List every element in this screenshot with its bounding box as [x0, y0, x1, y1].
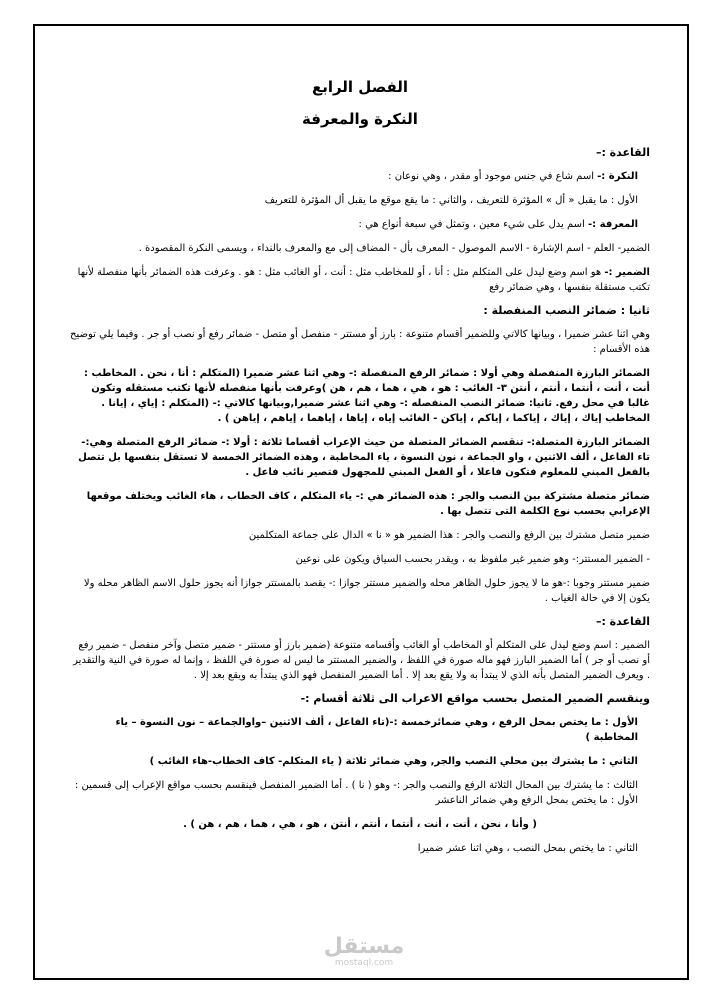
- mustatir-paragraph: - الضمير المستتر:- وهو ضمير غير ملفوظ به ، ويقدر بحسب السياق ويكون على نوعين: [295, 554, 650, 565]
- marifa-text: اسم يدل على شيء معين ، وتمثل في سبعة أنواع هي :: [358, 219, 588, 230]
- nasb-intro: وهي اثنا عشر ضميرا ، وبيانها كالاتي وللضمير أقسام متنوعة : بارز أو مستتر - منفصل أو متصل - ضمائر رفع أو نصب أو جر . وفيما يلي توضيح هذه الأقسام :: [70, 329, 650, 355]
- nasb-heading: ثانيا : ضمائر النصب المنفصلة :: [483, 304, 650, 317]
- nakira-definition: [70, 169, 650, 184]
- wujuban-paragraph: ضمير مستتر وجوبا :-هو ما لا يجوز حلول الظاهر محله والضمير مستتر جوازا :- يقصد بالمستتر جوازا أنه يجوز حلول الاسم الظاهر محله ولا يكون إلا في حالة الغياب .: [83, 578, 650, 604]
- watermark-logo: [316, 936, 412, 968]
- rule-2-text: الضمير : اسم وضع ليدل على المتكلم أو المخاطب أو الغائب وأقسامه متنوعة (ضمير بارز أو مستتر - ضمير متصل وآخر منفصل - ضمير رفع أو نصب أو جر ) أما الضمير البارز فهو ماله صورة في اللفظ ، والضمير المستتر ما ليس له صورة في اللفظ ، وإنما له صورة في النية والتقدير . ويعرف الضمير المتصل بأنه الذي لا يبتدأ به ولا يقع بعد إلا . أما الضمير المنفصل فهو الذي يبتدأ به ويقع بعد إلا .: [73, 640, 650, 681]
- rule-heading-1: القاعدة :–: [595, 146, 650, 159]
- mottasila-paragraph: الضمائر البارزة المتصلة:- تنقسم الضمائر المتصلة من حيث الإعراب أقساما ثلاثة : أولا :- ضمائر الرفع المتصلة وهي:- تاء الفاعل ، ألف الاثنين ، واو الجماعة ، نون النسوة ، ياء المخاطبة ، وهذه الضمائر الخمسة لا تستقل بنفسها بل تتصل بالفعل المبني للمعلوم فتكون فاعلا ، أو الفعل المبني للمجهول فتصير نائب فاعل .: [78, 437, 650, 478]
- mushtaraka-paragraph: ضمائر متصلة مشتركة بين النصب والجر : هذه الضمائر هي :- ياء المتكلم ، كاف الخطاب ، هاء الغائب ويختلف موقعها الإعرابي بحسب نوع الكلمة التى تتصل بها .: [86, 491, 650, 517]
- chapter-subtitle: النكرة والمعرفة: [302, 110, 418, 128]
- document-body: [70, 78, 650, 962]
- pronoun-list: ( وأنا ، نحن ، أنت ، أنت ، أنتما ، أنتم ، أنتن ، هو ، هي ، هما ، هم ، هن ) .: [183, 819, 537, 830]
- division-second: الثاني : ما يشترك بين محلي النصب والجر, وهي ضمائر ثلاثة ( ياء المتكلم- كاف الخطاب-هاء الغائب ): [149, 756, 638, 767]
- division-heading: وينقسم الضمير المتصل بحسب مواقع الاعراب الى ثلاثة أقسام :-: [300, 692, 650, 705]
- marifa-list: الضمير- العلم - اسم الإشارة - الاسم الموصول - المعرف بأل - المضاف إلى مع والمعرف بالنداء ، ويسمى النكرة المقصودة .: [138, 243, 650, 254]
- watermark-latin: mostaql.com: [334, 958, 394, 968]
- division-last: الثاني : ما يختص بمحل النصب ، وهي اثنا عشر ضميرا: [417, 843, 638, 854]
- damir-text: هو اسم وضع ليدل على المتكلم مثل : أنا ، أو للمخاطب مثل : أنت ، أو الغائب مثل : هو . وعرفت هذه الضمائر بأنها منفصلة لأنها تكتب مستقلة بنفسها ، وهي ضمائر رفع: [77, 267, 650, 293]
- bariza-raf-paragraph: الضمائر البارزة المنفصلة وهي أولا : ضمائر الرفع المنفصلة :- وهي اثنا عشر ضميرا (المتكلم : أنا ، نحن . المخاطب : أنت ، أنت ، أنتما ، أنتم ، أنتن ٣- الغائب : هو ، هي ، هما ، هم ، هن )وعرفت بأنها منفصله لأنها تكتب مستقله وتكون غالبا في محل رفع. ثانيا: ضمائر النصب المنفصله :- وهي اثنا عشر ضميرا,وبيانها كالاتي :- (المتكلم : إياي ، إيانا . المخاطب إياك ، إياك ، إياكما ، إياكم ، إياكن - الغائب إياه ، إياها ، إياهما ، إياهم ، إياهن ) .: [84, 368, 650, 424]
- nakira-types: الأول : ما يقبل « أل » المؤثرة للتعريف ، والثاني : ما يقع موقع ما يقبل أل المؤثرة للتعريف: [264, 195, 638, 206]
- damir-definition: [70, 265, 650, 295]
- watermark-arabic: مستقل: [323, 934, 405, 959]
- marifa-term: المعرفة :-: [588, 219, 638, 230]
- damir-term: الضمير :-: [604, 267, 650, 278]
- rule-heading-2: القاعدة :–: [595, 615, 650, 628]
- chapter-title: الفصل الرابع: [311, 78, 409, 96]
- na-paragraph: ضمير متصل مشترك بين الرفع والنصب والجر : هذا الضمير هو « نا » الدال على جماعة المتكلمين: [248, 530, 650, 541]
- nakira-term: النكرة :-: [597, 171, 638, 182]
- nakira-text: اسم شاع في جنس موجود أو مقدر ، وهي نوعان :: [388, 171, 598, 182]
- marifa-definition: [70, 217, 650, 232]
- division-third: الثالث : ما يشترك بين المحال الثلاثة الرفع والنصب والجر :- وهو ( نا ) . أما الضمير المنفصل فينقسم بحسب مواقع الإعراب إلى قسمين : الأول : ما يختص بمحل الرفع وهي ضمائر الناعشر: [74, 780, 638, 806]
- division-first: الأول : ما يختص بمحل الرفع ، وهي ضمائرخمسة :-(تاء الفاعل ، ألف الاثنين –واوالجماعة – نون النسوة – ياء المخاطبة ): [115, 717, 638, 743]
